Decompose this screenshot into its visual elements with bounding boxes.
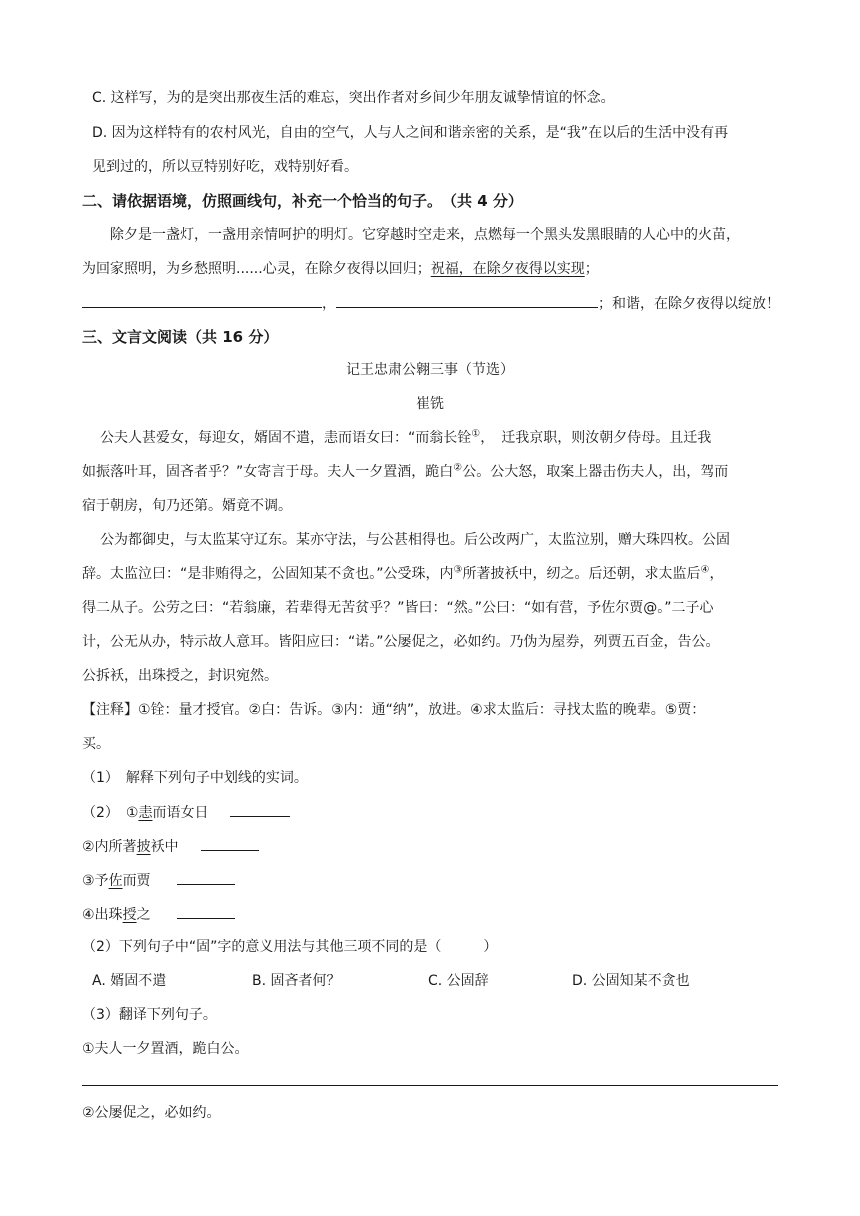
text: 袄中 bbox=[150, 839, 179, 855]
footnote-marker: ③ bbox=[453, 564, 463, 576]
answer-blank[interactable] bbox=[230, 802, 290, 817]
answer-rule[interactable] bbox=[82, 1085, 778, 1086]
footnote-marker: ② bbox=[453, 462, 463, 474]
text: ， 迁我京职，则汝朝夕侍母。且迁我 bbox=[480, 430, 712, 446]
text: ④出珠 bbox=[82, 907, 123, 923]
section2-paragraph-line2 bbox=[82, 259, 599, 279]
semicolon: ； bbox=[584, 261, 599, 277]
passage-p2-line2 bbox=[82, 564, 723, 584]
answer-blank-2[interactable] bbox=[336, 293, 598, 308]
question1-label: （1） 解释下列句子中划线的实词。 bbox=[82, 770, 308, 786]
question1-item4 bbox=[82, 904, 235, 925]
passage-p2-line5: 公拆袄，出珠授之，封识宛然。 bbox=[82, 668, 278, 684]
underlined-word: 披 bbox=[136, 839, 151, 855]
underlined-model-sentence: 祝福，在除夕夜得以实现 bbox=[430, 261, 585, 277]
answer-blank[interactable] bbox=[201, 836, 259, 851]
option-d-line1: D. 因为这样特有的农村风光，自由的空气，人与人之间和谐亲密的关系，是“我”在以后的生活中没有再 bbox=[92, 125, 729, 141]
footnote-marker: ① bbox=[471, 428, 481, 440]
text: ③予 bbox=[82, 873, 109, 889]
text: 而语女日 bbox=[152, 805, 209, 821]
option-d-line2: 见到过的，所以豆特别好吃，戏特别好看。 bbox=[92, 159, 358, 175]
question1-item1 bbox=[82, 802, 290, 823]
section2-tail: ；和谐，在除夕夜得以绽放！ bbox=[598, 296, 780, 312]
passage-p1-line1 bbox=[100, 428, 711, 448]
text: 公夫人甚爱女，每迎女，婿固不遣，恚而语女曰：“而翁长铨 bbox=[100, 430, 472, 446]
text: 所著披袄中，纫之。后还朝，求太监后 bbox=[462, 566, 701, 582]
question3-item2: ②公屡促之，必如约。 bbox=[82, 1105, 221, 1121]
passage-p2-line1: 公为都御史，与太监某守辽东。某亦守法，与公甚相得也。后公改两广，太监泣别，赠大珠四枚。公固 bbox=[100, 532, 730, 548]
answer-line bbox=[82, 293, 780, 314]
question2-label: （2）下列句子中“固”字的意义用法与其他三项不同的是（ ） bbox=[82, 939, 498, 955]
question3-item1: ①夫人一夕置酒，跪白公。 bbox=[82, 1041, 249, 1057]
section2-text: 为回家照明，为乡愁照明......心灵，在除夕夜得以回归； bbox=[82, 261, 431, 277]
text: （2） ① bbox=[82, 805, 139, 821]
section2-paragraph-line1: 除夕是一盏灯，一盏用亲情呵护的明灯。它穿越时空走来，点燃每一个黑头发黑眼睛的人心中的火苗， bbox=[110, 227, 740, 243]
passage-p2-line3: 得二从子。公劳之曰：“若翁廉，若辈得无苦贫乎？”皆曰：“然。”公曰：“如有营，予佐尔贾@。”二子心 bbox=[82, 600, 714, 616]
passage-p2-line4: 计，公无从办，特示故人意耳。皆阳应曰：“诺。”公屡促之，必如约。乃伪为屋券，列贾五百金，告公。 bbox=[82, 634, 720, 650]
option-c: C. 这样写，为的是突出那夜生活的难忘，突出作者对乡间少年朋友诚挚情谊的怀念。 bbox=[92, 90, 615, 106]
notes-line1: 【注释】①铨：量才授官。②白：告诉。③内：通“纳”，放进。④求太监后：寻找太监的晚辈。⑤贾： bbox=[82, 702, 706, 718]
question1-item2 bbox=[82, 836, 259, 857]
text: 公。公大怒，取案上器击伤夫人，出，驾而 bbox=[462, 464, 729, 480]
section3-heading: 三、文言文阅读（共 16 分） bbox=[82, 328, 279, 346]
answer-blank[interactable] bbox=[177, 870, 235, 885]
text: 之 bbox=[136, 907, 151, 923]
question2-option-a[interactable]: A. 婿固不遣 bbox=[92, 973, 167, 989]
passage-p1-line2 bbox=[82, 462, 728, 482]
underlined-word: 佐 bbox=[108, 873, 123, 889]
notes-line2: 买。 bbox=[82, 736, 110, 752]
text: ， bbox=[709, 566, 724, 582]
underlined-word: 恚 bbox=[138, 805, 153, 821]
footnote-marker: ④ bbox=[700, 564, 710, 576]
section2-heading: 二、请依据语境，仿照画线句，补充一个恰当的句子。 （共 4 分） bbox=[82, 192, 523, 210]
text: 如振落叶耳，固吝者乎？”女寄言于母。夫人一夕置酒，跪白 bbox=[82, 464, 454, 480]
passage-title: 记王忠肃公翱三事（节选） bbox=[346, 362, 514, 378]
text: ②内所著 bbox=[82, 839, 137, 855]
text: 辞。太监泣曰：“是非贿得之，公固知某不贪也。”公受珠，内 bbox=[82, 566, 454, 582]
question3-label: （3）翻译下列句子。 bbox=[82, 1007, 217, 1023]
question2-option-d[interactable]: D. 公固知某不贪也 bbox=[572, 973, 690, 989]
answer-blank-1[interactable] bbox=[82, 293, 322, 308]
comma: ， bbox=[322, 296, 336, 312]
question1-item3 bbox=[82, 870, 235, 891]
underlined-word: 授 bbox=[122, 907, 137, 923]
answer-blank[interactable] bbox=[177, 904, 235, 919]
question2-option-c[interactable]: C. 公固辞 bbox=[428, 973, 489, 989]
passage-author: 崔铣 bbox=[416, 396, 444, 412]
passage-p1-line3: 宿于朝房，旬乃还第。婿竟不调。 bbox=[82, 498, 292, 514]
question2-option-b[interactable]: B. 固吝者何？ bbox=[252, 973, 341, 989]
text: 而贾 bbox=[122, 873, 151, 889]
